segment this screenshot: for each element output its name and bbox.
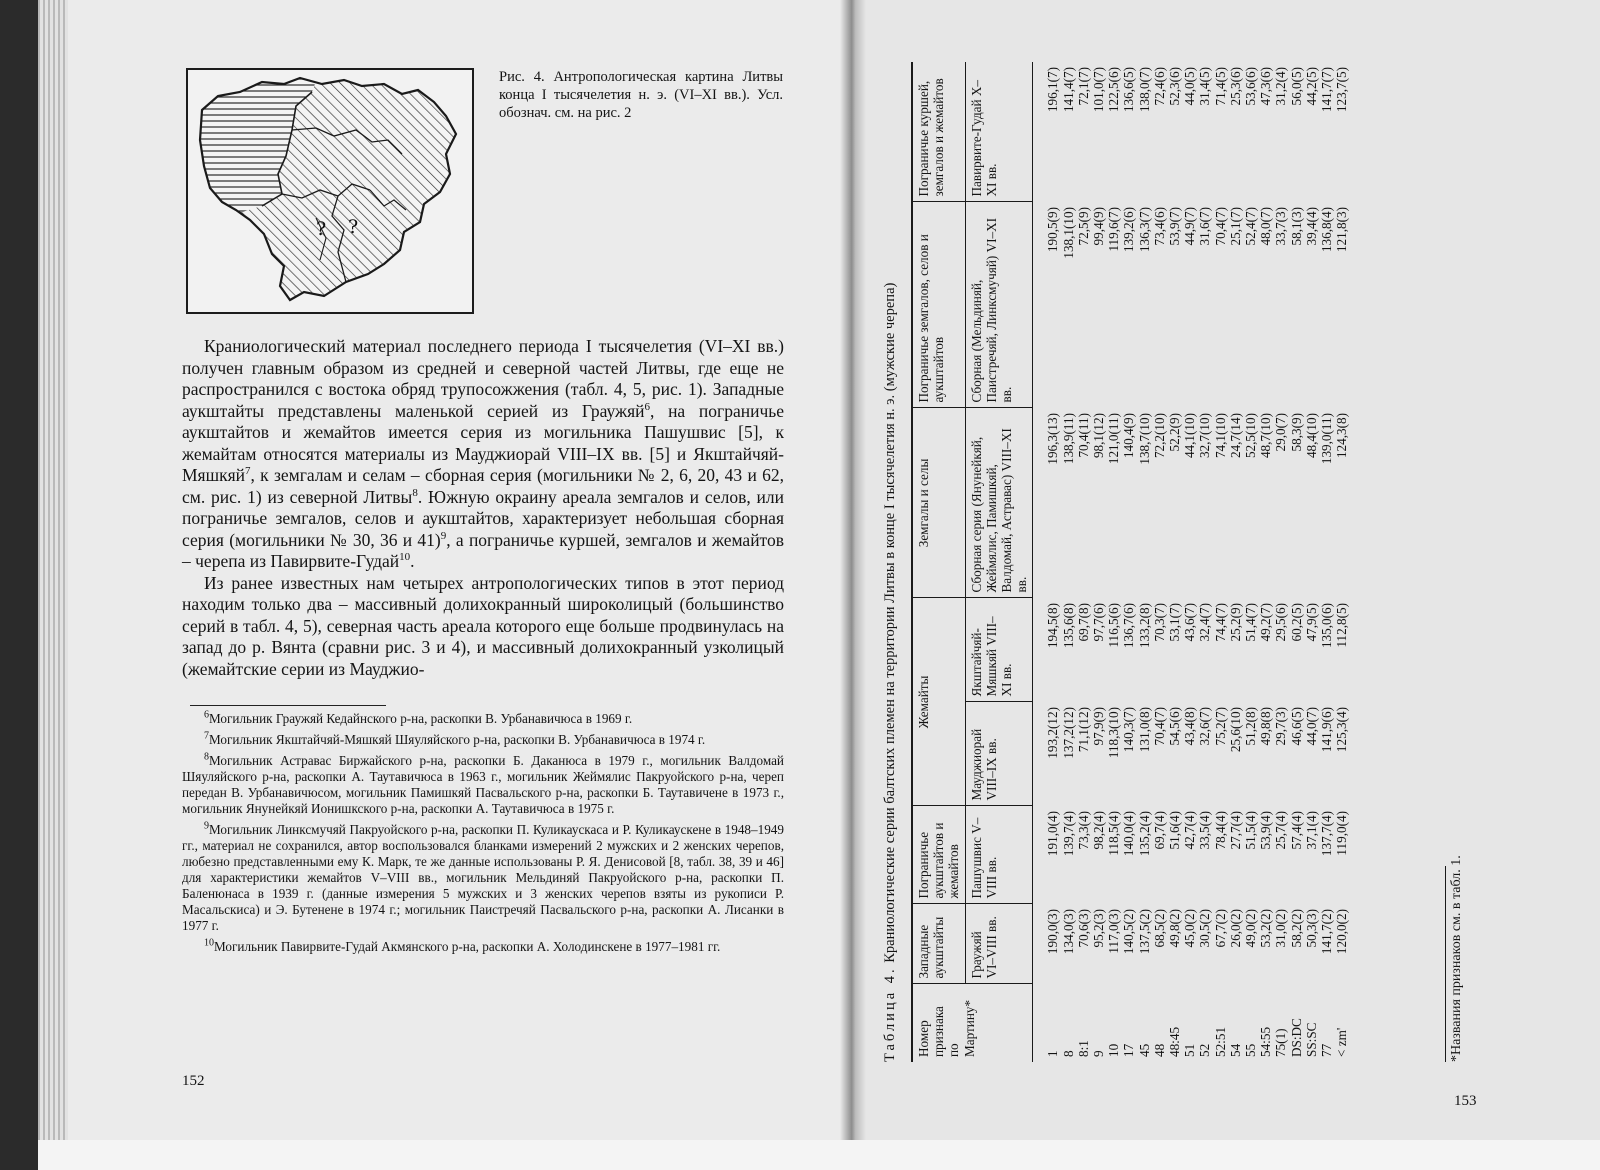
table-cell: 70,4(7) [1212, 206, 1228, 246]
table-cell: 48,4(10) [1303, 412, 1319, 459]
table-cell: 136,7(6) [1121, 602, 1137, 649]
table-cell: 70,4(7) [1151, 707, 1167, 746]
footnote-ref: 6 [644, 400, 650, 413]
paragraph-1-text: Краниологический материал последнего периода I тысячелетия (VI–XI вв.) получен главным образом из средней и северной частей Литвы, где еще не распространился с востока обряд трупосожжения (табл. 4, 5, рис. 1). Западные аукштайты представлены маленькой серией из Граужяй [182, 336, 784, 421]
table-cell: 31,0(2) [1273, 909, 1289, 948]
footnote-number: 10 [204, 937, 214, 949]
table-cell: 101,0(7) [1091, 66, 1107, 113]
table-4-title [881, 62, 899, 1062]
table-cell: 52,4(7) [1243, 206, 1259, 246]
map-question-mark-2: ? [348, 216, 359, 238]
table-cell: 58,3(9) [1288, 412, 1304, 452]
table-cell: 98,2(4) [1091, 811, 1107, 850]
footnotes [182, 711, 784, 960]
table-cell: 26,0(2) [1227, 909, 1243, 948]
table-row [1197, 62, 1212, 1062]
table-cell: 136,6(5) [1121, 66, 1137, 113]
table-cell: 49,0(2) [1243, 909, 1259, 948]
table-cell: 48,0(7) [1258, 206, 1274, 246]
table-cell: 32,7(10) [1197, 412, 1213, 459]
table-cell: 138,1(10) [1060, 206, 1076, 259]
footnote-number: 6 [204, 709, 209, 721]
table-cell: 56,0(5) [1288, 66, 1304, 106]
table-cell: 73,3(4) [1075, 811, 1091, 850]
table-cell: 72,2(10) [1151, 412, 1167, 459]
table-cell: 141,7(2) [1319, 909, 1335, 955]
table-cell: 29,5(6) [1273, 602, 1289, 642]
table-cell: 140,0(4) [1121, 811, 1137, 857]
table-cell: 25,6(10) [1227, 707, 1243, 753]
lithuania-map-graphic [188, 70, 472, 312]
table-cell: 51,4(7) [1243, 602, 1259, 642]
table-cell: 125,3(4) [1334, 707, 1350, 753]
table-cell: 48,7(10) [1258, 412, 1274, 459]
table-cell: 30,5(2) [1197, 909, 1213, 948]
col-header-grauziai: Граужяй VI–VIII вв. [965, 904, 1033, 984]
table-cell: 50,3(3) [1303, 909, 1319, 948]
table-cell-trait: < zm' [1334, 1027, 1350, 1057]
table-row [1076, 62, 1091, 1062]
table-cell: 191,0(4) [1045, 811, 1061, 857]
table-cell: 135,6(8) [1060, 602, 1076, 649]
table-cell: 121,8(3) [1334, 206, 1350, 253]
table-cell: 140,3(7) [1121, 707, 1137, 753]
table-row [1319, 62, 1334, 1062]
col-header-jakstaiciai: Якштайчяй-Мяшкяй VIII–XI вв. [965, 598, 1033, 702]
table-cell: 44,1(10) [1182, 412, 1198, 459]
footnote-ref: 9 [440, 529, 447, 542]
table-cell: 135,0(6) [1319, 602, 1335, 649]
table-cell-trait: 1 [1045, 1050, 1061, 1057]
table-cell-trait: 48 [1151, 1043, 1167, 1057]
table-cell: 139,7(4) [1060, 811, 1076, 857]
table-cell: 118,3(10) [1106, 707, 1122, 759]
table-cell: 49,2(7) [1258, 602, 1274, 642]
table-cell: 44,9(7) [1182, 206, 1198, 246]
table-row [1213, 62, 1228, 1062]
table-cell: 72,5(9) [1075, 206, 1091, 246]
table-cell: 25,3(6) [1227, 66, 1243, 106]
table-cell: 58,2(2) [1288, 909, 1304, 948]
table-cell: 120,0(2) [1334, 909, 1350, 955]
table-cell: 72,1(7) [1075, 66, 1091, 106]
table-cell: 99,4(9) [1091, 206, 1107, 246]
table-row [1167, 62, 1182, 1062]
table-cell: 138,9(11) [1060, 412, 1076, 465]
footnote-number: 8 [204, 751, 209, 763]
table-cell-trait: 45 [1136, 1043, 1152, 1057]
table-cell: 122,5(6) [1106, 66, 1122, 113]
map-question-mark-1: ? [316, 218, 327, 240]
table-cell: 70,6(3) [1075, 909, 1091, 948]
footnote-text: Могильник Граужяй Кедайнского р-на, раскопки В. Урбанавичюса в 1969 г. [209, 711, 633, 726]
table-title-text: Краниологические серии балтских племен на территории Литвы в конце I тысячелетия н. э. (мужские черепа) [882, 282, 898, 963]
col-group-curonian-border: Пограничье куршей, земгалов и жемайтов [912, 62, 965, 202]
table-row [1061, 62, 1076, 1062]
table-cell: 32,4(7) [1197, 602, 1213, 642]
table-cell-trait: 17 [1121, 1043, 1137, 1057]
craniological-table [911, 62, 1349, 1062]
col-header-trait: Номер признака по Мартину* [912, 984, 1033, 1062]
table-cell: 24,7(14) [1227, 412, 1243, 459]
table-cell: 27,7(4) [1227, 811, 1243, 850]
footnote-number: 9 [204, 820, 209, 832]
table-cell: 31,4(5) [1197, 66, 1213, 106]
table-cell: 138,7(10) [1136, 412, 1152, 465]
footnote-8 [182, 753, 784, 817]
table-cell: 134,0(3) [1060, 909, 1076, 955]
col-group-west-aukstaitians: Западные аукштайты [912, 904, 965, 984]
table-cell-trait: SS:SC [1303, 1022, 1319, 1057]
col-header-pasusvis: Пашушвис V–VIII вв. [965, 806, 1033, 904]
table-cell: 140,4(9) [1121, 412, 1137, 459]
table-cell: 137,2(12) [1060, 707, 1076, 759]
table-cell: 51,2(8) [1243, 707, 1259, 746]
table-cell: 67,7(2) [1212, 909, 1228, 948]
table-cell: 69,7(4) [1151, 811, 1167, 850]
table-4 [881, 62, 1464, 1062]
table-cell: 138,0(7) [1136, 66, 1152, 113]
table-cell: 57,4(4) [1288, 811, 1304, 850]
table-cell: 25,1(7) [1227, 206, 1243, 246]
table-cell: 31,2(4) [1273, 66, 1289, 106]
table-row [1091, 62, 1106, 1062]
table-cell: 47,9(5) [1303, 602, 1319, 642]
scan-bottom-margin [38, 1140, 1600, 1170]
table-cell-trait: 54 [1227, 1043, 1243, 1057]
table-cell: 124,3(8) [1334, 412, 1350, 459]
table-cell: 112,8(5) [1334, 602, 1350, 648]
table-cell: 33,7(3) [1273, 206, 1289, 246]
table-cell: 52,3(6) [1167, 66, 1183, 106]
col-header-combined-series: Сборная серия (Янунейкяй, Жеймялис, Памишкяй, Валдомай, Астравас) VIII–XI вв. [965, 408, 1033, 598]
table-cell: 52,2(9) [1167, 412, 1183, 452]
table-body [1033, 62, 1350, 1062]
table-label: Таблица 4. [882, 966, 898, 1062]
table-cell: 44,0(7) [1303, 707, 1319, 746]
table-cell-trait: 52 [1197, 1043, 1213, 1057]
table-header-row-2 [965, 62, 1033, 1062]
table-cell: 141,4(7) [1060, 66, 1076, 113]
table-cell: 136,3(7) [1136, 206, 1152, 253]
paragraph-1 [182, 336, 784, 573]
table-cell: 49,8(8) [1258, 707, 1274, 746]
table-header-row-1 [912, 62, 965, 1062]
table-cell: 49,8(2) [1167, 909, 1183, 948]
table-cell: 43,6(7) [1182, 602, 1198, 642]
table-cell: 141,7(7) [1319, 66, 1335, 113]
table-cell: 46,6(5) [1288, 707, 1304, 746]
table-cell: 196,3(13) [1045, 412, 1061, 465]
table-row [1273, 62, 1288, 1062]
footnote-separator [190, 705, 386, 706]
table-cell: 119,0(4) [1334, 811, 1350, 856]
table-cell: 25,2(9) [1227, 602, 1243, 642]
table-cell: 73,4(6) [1151, 206, 1167, 246]
main-body-text [182, 336, 784, 680]
table-cell: 98,1(12) [1091, 412, 1107, 459]
footnote-6 [182, 711, 784, 727]
table-cell: 119,6(7) [1106, 206, 1122, 252]
table-cell: 118,5(4) [1106, 811, 1122, 856]
table-row [1121, 62, 1136, 1062]
table-cell: 135,2(4) [1136, 811, 1152, 857]
table-cell: 58,1(3) [1288, 206, 1304, 246]
table-cell: 69,7(8) [1075, 602, 1091, 642]
table-row [1304, 62, 1319, 1062]
table-cell: 117,0(3) [1106, 909, 1122, 954]
table-cell: 70,4(11) [1075, 412, 1091, 458]
table-cell: 44,0(5) [1182, 66, 1198, 106]
table-cell: 33,5(4) [1197, 811, 1213, 850]
table-row [1243, 62, 1258, 1062]
footnote-9 [182, 822, 784, 934]
table-cell-trait: 55 [1243, 1043, 1259, 1057]
book-gutter [840, 0, 866, 1170]
table-row [1137, 62, 1152, 1062]
table-cell: 53,9(7) [1167, 206, 1183, 246]
table-cell: 95,2(3) [1091, 909, 1107, 948]
table-cell: 39,4(4) [1303, 206, 1319, 246]
col-group-samogitians: Жемайты [912, 598, 965, 806]
figure-4-caption: Рис. 4. Антропологическая картина Литвы конца I тысячелетия н. э. (VI–XI вв.). Усл. обознач. см. на рис. 2 [499, 69, 783, 121]
table-note: *Названия признаков см. в табл. 1. [1449, 855, 1464, 1062]
table-row [1033, 62, 1061, 1062]
footnote-number: 7 [204, 730, 209, 742]
table-cell: 141,9(6) [1319, 707, 1335, 753]
paragraph-1-text: , а пограничье куршей, земгалов и жемайтов – черепа из Павирвите-Гудай [182, 529, 784, 571]
table-cell: 78,4(4) [1212, 811, 1228, 850]
table-note-separator [1445, 866, 1446, 1062]
table-cell: 133,2(8) [1136, 602, 1152, 649]
paragraph-2: Из ранее известных нам четырех антропологических типов в этот период находим только два – массивный долихокранный широколицый (большинство серий в табл. 4, 5), северная часть ареала которого еще больше продвинулась на запад до р. Вянта (сравни рис. 3 и 4), и массивный долихокранный узколицый (жемайтские серии из Мауджио- [182, 572, 784, 679]
table-cell: 25,7(4) [1273, 811, 1289, 850]
table-cell: 51,6(4) [1167, 811, 1183, 850]
col-header-pavirvite: Павирвите-Гудай X–XI вв. [965, 62, 1033, 202]
book-page-edges [38, 0, 68, 1170]
table-row [1228, 62, 1243, 1062]
table-cell: 53,2(2) [1258, 909, 1274, 948]
table-row [1152, 62, 1167, 1062]
page-number-right: 153 [1454, 1093, 1477, 1109]
table-cell: 137,5(2) [1136, 909, 1152, 955]
col-header-combined-meldiniai: Сборная (Мельдиняй, Паистречяй, Линксмучяй) VI–XI вв. [965, 202, 1033, 408]
table-cell: 123,7(5) [1334, 66, 1350, 113]
footnote-10 [182, 939, 784, 955]
table-cell: 60,2(5) [1288, 602, 1304, 642]
table-cell: 139,0(11) [1319, 412, 1335, 465]
table-cell-trait: 8:1 [1075, 1040, 1091, 1057]
table-cell: 71,4(5) [1212, 66, 1228, 106]
table-row [1289, 62, 1304, 1062]
table-cell: 29,7(3) [1273, 707, 1289, 746]
footnote-ref: 10 [399, 551, 411, 564]
table-cell: 137,7(4) [1319, 811, 1335, 857]
table-cell-trait: 52:51 [1212, 1026, 1228, 1057]
col-group-aukstaitian-samogitian-border: Пограничье аукштайтов и жемайтов [912, 806, 965, 904]
col-group-semigallian-border: Пограничье земгалов, селов и аукштайтов [912, 202, 965, 408]
table-cell: 194,5(8) [1045, 602, 1061, 649]
paragraph-1-text: . [410, 551, 415, 571]
table-cell: 193,2(12) [1045, 707, 1061, 759]
table-cell: 68,5(2) [1151, 909, 1167, 948]
table-cell-trait: DS:DC [1288, 1018, 1304, 1057]
table-cell: 53,9(4) [1258, 811, 1274, 850]
table-cell-trait: 54:55 [1258, 1026, 1274, 1057]
table-row [1182, 62, 1197, 1062]
table-cell: 29,0(7) [1273, 412, 1289, 452]
table-cell: 51,5(4) [1243, 811, 1259, 850]
table-cell: 53,1(7) [1167, 602, 1183, 642]
table-cell: 136,8(4) [1319, 206, 1335, 253]
table-cell: 32,6(7) [1197, 707, 1213, 746]
table-cell: 139,2(6) [1121, 206, 1137, 253]
paragraph-1-text: . Южную окраину ареала земгалов и селов, или пограничье земгалов, селов и аукштайтов, характеризует небольшая сборная серия (могильники № 30, 36 и 41) [182, 486, 785, 550]
table-cell: 196,1(7) [1045, 66, 1061, 113]
footnote-text: Могильник Якштайчяй-Мяшкяй Шяуляйского р-на, раскопки В. Урбанавичюса в 1974 г. [209, 732, 706, 747]
footnote-text: Могильник Астравас Биржайского р-на, раскопки Б. Даканюса в 1979 г., могильник Валдомай Шяуляйского р-на, раскопки А. Таутавичюса в 1963 г., могильник Жеймялис Пакруойского р-на, череп передан В. Урбанавичюсом, могильник Памишкяй Пасвальского р-на, раскопки Б. Таутавичене в 1973 г., могильник Янунейкяй Ионишкского р-на, раскопки А. Таутавичюса в 1975 г. [182, 753, 784, 816]
footnote-ref: 8 [412, 486, 418, 499]
footnote-7 [182, 732, 784, 748]
table-cell: 42,7(4) [1182, 811, 1198, 850]
footnote-text: Могильник Линксмучяй Пакруойского р-на, раскопки П. Куликаускаса и Р. Куликаускене в 1948–1949 гг., материал не сохранился, автор воспользовался бланками измерений 2 мужских и 2 женских черепов, любезно представленными ему К. Марк, те же данные использованы Р. Я. Денисовой [8, табл. 38, 39 и 46] для характеристики жемайтов V–VIII вв., могильник Мельдиняй Пакруойского р-на, раскопки П. Баленюнаса в 1939 г. (данные измерения 5 мужских и 3 женских черепов взяты из рукописи Р. Масальскиса) и Э. Бутенене в 1974 г.; могильник Паистречяй Пасвальского р-на, раскопки А. Лисанки в 1977 г. [182, 822, 784, 933]
col-group-semigallians-selonians: Земгалы и селы [912, 408, 965, 598]
table-cell: 75,2(7) [1212, 707, 1228, 746]
table-row [1106, 62, 1121, 1062]
paragraph-1-text: , на пограничье аукштайтов и жемайтов имеется серия из могильника Пашушвис [5], к жемайтам относятся материалы из Мауджиорай VIII–IX вв. [5] и Якштайчяй-Мяшкяй [182, 400, 784, 485]
table-cell: 74,1(10) [1212, 412, 1228, 459]
table-cell-trait: 9 [1091, 1050, 1107, 1057]
col-header-maudziorai: Мауджиорай VIII–IX вв. [965, 702, 1033, 806]
table-cell: 37,1(4) [1303, 811, 1319, 850]
table-cell-trait: 10 [1106, 1043, 1122, 1057]
page-number-left: 152 [182, 1073, 205, 1089]
table-cell: 70,3(7) [1151, 602, 1167, 642]
footnote-ref: 7 [245, 465, 251, 478]
table-cell: 72,4(6) [1151, 66, 1167, 106]
table-cell: 116,5(6) [1106, 602, 1122, 648]
footnote-text: Могильник Павирвите-Гудай Акмянского р-на, раскопки А. Холодинскене в 1977–1981 гг. [214, 939, 721, 954]
table-cell: 45,0(2) [1182, 909, 1198, 948]
table-cell-trait: 48:45 [1167, 1026, 1183, 1057]
table-cell: 54,5(6) [1167, 707, 1183, 746]
table-row [1258, 62, 1273, 1062]
table-cell: 47,3(6) [1258, 66, 1274, 106]
table-cell: 52,5(10) [1243, 412, 1259, 459]
table-cell: 74,4(7) [1212, 602, 1228, 642]
table-cell: 31,6(7) [1197, 206, 1213, 246]
table-cell: 140,5(2) [1121, 909, 1137, 955]
table-cell-trait: 77 [1319, 1043, 1335, 1057]
table-cell: 121,0(11) [1106, 412, 1122, 465]
table-cell-trait: 8 [1060, 1050, 1076, 1057]
figure-4-map [186, 68, 474, 314]
table-row [1334, 62, 1349, 1062]
table-cell: 190,5(9) [1045, 206, 1061, 253]
paragraph-1-text: , к земгалам и селам – сборная серия (могильники № 2, 6, 20, 43 и 62, см. рис. 1) из северной Литвы [182, 465, 784, 507]
table-cell: 53,6(6) [1243, 66, 1259, 106]
book-edge-dark [0, 0, 38, 1170]
table-cell: 97,9(9) [1091, 707, 1107, 746]
table-cell-trait: 75(1) [1273, 1028, 1289, 1057]
table-cell: 44,2(5) [1303, 66, 1319, 106]
table-cell: 71,1(12) [1075, 707, 1091, 753]
table-cell-trait: 51 [1182, 1043, 1198, 1057]
table-cell: 131,0(8) [1136, 707, 1152, 753]
table-cell: 97,7(6) [1091, 602, 1107, 642]
table-cell: 43,4(8) [1182, 707, 1198, 746]
table-cell: 190,0(3) [1045, 909, 1061, 955]
